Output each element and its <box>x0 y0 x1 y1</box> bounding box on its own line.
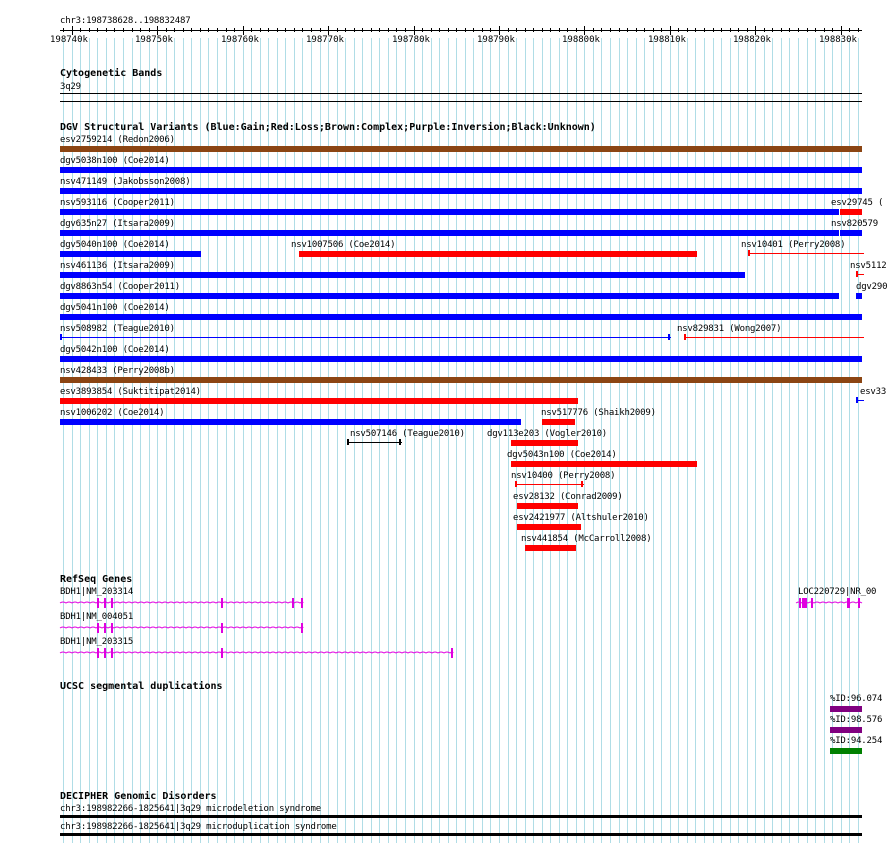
ruler-tick-label: 198780k <box>392 35 430 45</box>
dgv-feature-label[interactable]: esv2421977 (Altshuler2010) <box>513 513 649 523</box>
dgv-feature-label[interactable]: nsv517776 (Shaikh2009) <box>541 408 656 418</box>
gene-intron-line <box>60 652 453 653</box>
gene-exon[interactable] <box>221 648 223 658</box>
dgv-feature-label[interactable]: esv2759214 (Redon2006) <box>60 135 175 145</box>
dgv-feature-label[interactable]: nsv10400 (Perry2008) <box>511 471 616 481</box>
gene-exon[interactable] <box>111 648 113 658</box>
dgv-feature-label[interactable]: esv3893854 (Suktitipat2014) <box>60 387 201 397</box>
gene-exon[interactable] <box>799 598 801 608</box>
gene-label[interactable]: BDH1|NM_203315 <box>60 637 134 647</box>
gene-exon[interactable] <box>292 598 294 608</box>
dgv-feature-label[interactable]: dgv113e203 (Vogler2010) <box>487 429 608 439</box>
segdup-label[interactable]: %ID:96.074 <box>830 694 883 704</box>
dgv-track-title: DGV Structural Variants (Blue:Gain;Red:Loss;Brown:Complex;Purple:Inversion;Black:Unknown) <box>60 122 596 133</box>
dgv-feature-label[interactable]: nsv593116 (Cooper2011) <box>60 198 175 208</box>
dgv-feature-label[interactable]: dgv8863n54 (Cooper2011) <box>60 282 181 292</box>
ruler-tick-label: 198760k <box>221 35 259 45</box>
gene-exon[interactable] <box>811 598 813 608</box>
dgv-feature-label[interactable]: dgv5043n100 (Coe2014) <box>507 450 617 460</box>
dgv-feature-label[interactable]: dgv5041n100 (Coe2014) <box>60 303 170 313</box>
cyto-track-title: Cytogenetic Bands <box>60 68 163 79</box>
ruler-tick-label: 198810k <box>648 35 686 45</box>
ruler-tick-label: 198790k <box>477 35 515 45</box>
dgv-feature-label[interactable]: nsv508982 (Teague2010) <box>60 324 175 334</box>
dgv-feature-label[interactable]: nsv820579 <box>831 219 878 229</box>
dgv-feature-label[interactable]: dgv5042n100 (Coe2014) <box>60 345 170 355</box>
gene-exon[interactable] <box>858 598 860 608</box>
segdup-bar[interactable] <box>830 727 862 733</box>
ruler-range-label: chr3:198738628..198832487 <box>60 16 191 26</box>
dgv-feature-label[interactable]: nsv1006202 (Coe2014) <box>60 408 165 418</box>
ruler-tick-label: 198820k <box>733 35 771 45</box>
dgv-feature-label[interactable]: nsv471149 (Jakobsson2008) <box>60 177 191 187</box>
dgv-feature-label[interactable]: nsv829831 (Wong2007) <box>677 324 782 334</box>
segdup-label[interactable]: %ID:94.254 <box>830 736 883 746</box>
dgv-feature-label[interactable]: nsv5112 <box>850 261 887 271</box>
dgv-feature-label[interactable]: nsv461136 (Itsara2009) <box>60 261 175 271</box>
gene-exon[interactable] <box>104 598 106 608</box>
gene-exon[interactable] <box>111 598 113 608</box>
ruler-tick-label: 198750k <box>135 35 173 45</box>
gene-exon[interactable] <box>97 598 99 608</box>
decipher-bar[interactable] <box>60 815 862 818</box>
ruler-tick-label: 198770k <box>306 35 344 45</box>
gene-exon[interactable] <box>451 648 453 658</box>
dgv-feature-label[interactable]: esv33 <box>860 387 887 397</box>
gene-label[interactable]: LOC220729|NR_00 <box>798 587 877 597</box>
decipher-label[interactable]: chr3:198982266-1825641|3q29 microduplication syndrome <box>60 822 337 832</box>
gene-intron-line <box>60 627 303 628</box>
dgv-feature-label[interactable]: nsv10401 (Perry2008) <box>741 240 846 250</box>
dgv-feature-label[interactable]: nsv441854 (McCarroll2008) <box>521 534 652 544</box>
gene-label[interactable]: BDH1|NM_004051 <box>60 612 134 622</box>
gene-exon[interactable] <box>104 623 106 633</box>
segdup-label[interactable]: %ID:98.576 <box>830 715 883 725</box>
dgv-feature-label[interactable]: esv29745 ( <box>831 198 884 208</box>
decipher-label[interactable]: chr3:198982266-1825641|3q29 microdeletion syndrome <box>60 804 321 814</box>
dgv-feature-label[interactable]: esv28132 (Conrad2009) <box>513 492 623 502</box>
dgv-feature-label[interactable]: dgv5040n100 (Coe2014) <box>60 240 170 250</box>
decipher-track-title: DECIPHER Genomic Disorders <box>60 791 217 802</box>
gene-intron-line <box>60 602 303 603</box>
ruler-tick-label: 198800k <box>562 35 600 45</box>
gene-exon[interactable] <box>847 598 850 608</box>
cyto-band-label[interactable]: 3q29 <box>60 82 81 92</box>
dgv-feature-label[interactable]: dgv635n27 (Itsara2009) <box>60 219 175 229</box>
dgv-feature-label[interactable]: dgv290 <box>856 282 888 292</box>
gene-exon[interactable] <box>301 623 303 633</box>
gene-exon[interactable] <box>802 598 807 608</box>
gene-exon[interactable] <box>111 623 113 633</box>
gene-exon[interactable] <box>97 623 99 633</box>
dgv-feature-label[interactable]: nsv1007506 (Coe2014) <box>291 240 396 250</box>
gene-exon[interactable] <box>221 623 223 633</box>
gene-exon[interactable] <box>104 648 106 658</box>
gene-exon[interactable] <box>97 648 99 658</box>
gene-label[interactable]: BDH1|NM_203314 <box>60 587 134 597</box>
segdup-bar[interactable] <box>830 706 862 712</box>
ruler-tick-label: 198740k <box>50 35 88 45</box>
segdup-bar[interactable] <box>830 748 862 754</box>
dgv-feature-label[interactable]: nsv507146 (Teague2010) <box>350 429 465 439</box>
ruler-tick-label: 198830k <box>819 35 857 45</box>
gene-exon[interactable] <box>221 598 223 608</box>
gene-exon[interactable] <box>301 598 303 608</box>
dgv-feature-label[interactable]: dgv5038n100 (Coe2014) <box>60 156 170 166</box>
refseq-track-title: RefSeq Genes <box>60 574 133 585</box>
decipher-bar[interactable] <box>60 833 862 836</box>
dgv-feature-label[interactable]: nsv428433 (Perry2008b) <box>60 366 175 376</box>
segdup-track-title: UCSC segmental duplications <box>60 681 223 692</box>
